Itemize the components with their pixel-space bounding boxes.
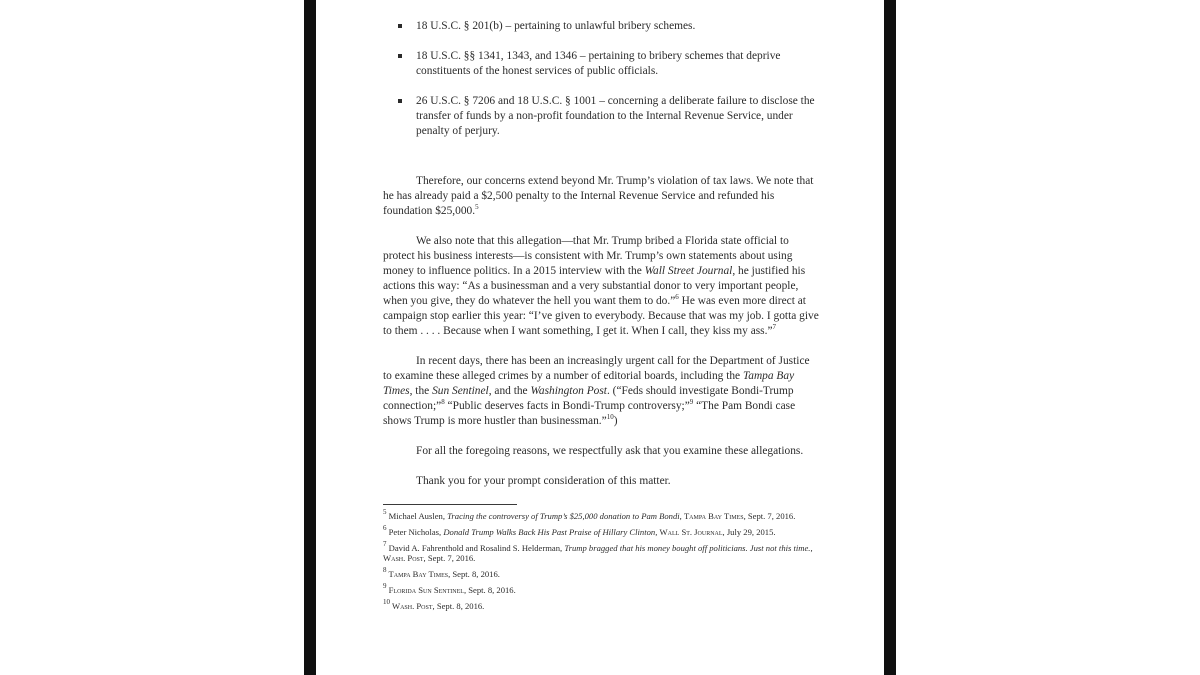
footnote-ref[interactable]: 10 (606, 413, 614, 421)
statute-text: 18 U.S.C. § 201(b) – pertaining to unlawful bribery schemes. (416, 20, 696, 32)
statute-item (383, 49, 819, 79)
footnote-ref[interactable]: 9 (689, 398, 694, 406)
document-page[interactable] (316, 0, 884, 675)
right-frame-border (884, 0, 896, 675)
footnote-10: $^{10}$ Wash. Post, Sept. 8, 2016. (383, 598, 485, 611)
statute-text: 26 U.S.C. § 7206 and 18 U.S.C. § 1001 – concerning a deliberate failure to disclose the transfer of funds by a non-profit foundation to the Internal Revenue Service, under penalty of perjury. (416, 95, 815, 137)
footnote-ref[interactable]: 6 (675, 293, 679, 301)
left-frame-border (304, 0, 316, 675)
footnote-separator (383, 504, 517, 505)
square-bullet-icon (398, 54, 402, 58)
footnote-ref[interactable]: 7 (772, 323, 777, 331)
statute-text: 18 U.S.C. §§ 1341, 1343, and 1346 – pertaining to bribery schemes that deprive constituents of the honest services of public officials. (416, 50, 781, 77)
square-bullet-icon (398, 24, 402, 28)
footnote-5: $^5$ Michael Auslen, Tracing the controversy of Trump’s $25,000 donation to Pam Bondi, Tampa Bay Times, Sept. 7, 2016. (383, 508, 796, 521)
footnote-9: $^9$ Florida Sun Sentinel, Sept. 8, 2016. (383, 582, 516, 595)
statute-list (383, 19, 819, 139)
statute-item (383, 19, 819, 34)
paragraph-tax-laws: Therefore, our concerns extend beyond Mr. Trump’s violation of tax laws. We note that he has already paid a $2,500 penalty to the Internal Revenue Service and refunded his foundation $25,000.$^5$ (383, 175, 814, 217)
footnote-6: $^6$ Peter Nicholas, Donald Trump Walks Back His Past Praise of Hillary Clinton, Wall St. Journal, July 29, 2015. (383, 524, 776, 537)
footnote-ref[interactable]: 8 (441, 398, 445, 406)
page-content (383, 19, 819, 617)
right-background (896, 0, 1200, 675)
paragraph-request: For all the foregoing reasons, we respectfully ask that you examine these allegations. (416, 445, 804, 457)
footnote-ref[interactable]: 5 (475, 203, 479, 211)
paragraph-editorial-boards: In recent days, there has been an increasingly urgent call for the Department of Justice to examine these alleged crimes by a number of editorial boards, including the Tampa Bay Times, the Sun Sentinel, and the Washington Post. (“Feds should investigate Bondi-Trump connection;”$^8$ “Public deserves facts in Bondi-Trump controversy;”$^9$ “The Pam Bondi case shows Trump is more hustler than businessman.”$^{10}$) (383, 355, 810, 427)
footnote-8: $^8$ Tampa Bay Times, Sept. 8, 2016. (383, 566, 500, 579)
paragraph-allegation: We also note that this allegation—that Mr. Trump bribed a Florida state official to protect his business interests—is consistent with Mr. Trump’s own statements about using money to influence politics. In a 2015 interview with the Wall Street Journal, he justified his actions this way: “As a businessman and a very substantial donor to very important people, when you give, they do whatever the hell you want them to do.”$^6$ He was even more direct at campaign stop earlier this year: “I’ve given to everybody. Because that was my job. I gotta give to them . . . . Because when I want something, I get it. When I call, they kiss my ass.”$^7$ (383, 235, 819, 337)
square-bullet-icon (398, 99, 402, 103)
left-background (0, 0, 304, 675)
paragraph-thanks: Thank you for your prompt consideration of this matter. (416, 475, 671, 487)
statute-item (383, 94, 819, 139)
footnote-7: $^7$ David A. Fahrenthold and Rosalind S. Helderman, Trump bragged that his money bought off politicians. Just not this time., Wash. Post, Sept. 7, 2016. (383, 540, 813, 563)
